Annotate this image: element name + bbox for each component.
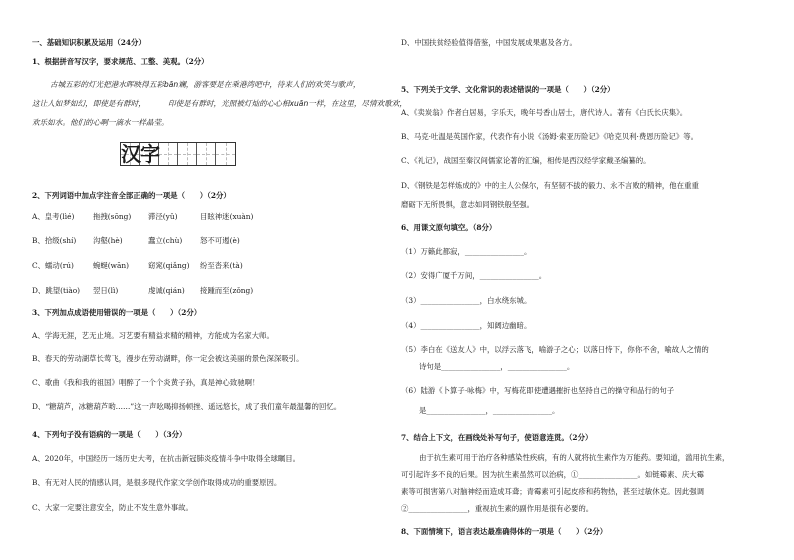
passage-line-3: 印使是有群时，光照被灯灿的心心相xuān一样，在这里，尽情欢歌欢， <box>168 99 407 108</box>
q6-item-1[interactable]: （1）万籁此都寂，________________。 <box>401 247 532 256</box>
q6-item-5-line-1: （5）李白在《送友人》中，以浮云落飞，喻游子之心；以落日恃下，你你不舍，喻故人之情的 <box>401 345 709 354</box>
q2-option-a-1[interactable]: A、皇考(lìé) <box>32 212 75 221</box>
q2-option-c-4: 纷至沓来(tà) <box>200 261 243 270</box>
q5-option-d-line-2: 磨砺下无所畏惧，意志如同钢铁般坚强。 <box>401 200 535 209</box>
question-1: 1、根据拼音写汉字，要求规范、工整、美观。（2分） <box>32 57 209 66</box>
q2-option-b-4: 怒不可遏(è) <box>200 236 240 245</box>
writing-grid <box>120 142 236 166</box>
q7-text-line-3: 素等可损害第八对脑神经而造成耳聋；青霉素可引起皮疹和药物热，甚至过敏休克。因此强调 <box>401 487 705 496</box>
q2-option-b-1[interactable]: B、拾级(shí) <box>32 236 77 245</box>
q5-option-b[interactable]: B、马克·吐温是英国作家，代表作有小说《汤姆·索亚历险记》《哈克贝利·费恩历险记》等。 <box>401 132 699 141</box>
q6-item-4[interactable]: （4）________________，知阔边幽暗。 <box>401 321 532 330</box>
passage-line-4: 欢乐如水。他们的心啊一滴水一样晶莹。 <box>32 118 169 127</box>
q2-option-c-3: 窈窕(qiǎng) <box>148 261 190 270</box>
q6-item-5-line-2[interactable]: 诗句是________________，________________。 <box>419 362 575 371</box>
right-column <box>397 0 794 560</box>
grid-char-1: 汉 <box>121 142 141 166</box>
grid-cell[interactable] <box>197 143 216 165</box>
q5-option-d-line-1[interactable]: D、《钢铁是怎样炼成的》中的主人公保尔，有坚韧不拔的毅力、永不言败的精神，他在重重 <box>401 181 699 190</box>
q3-option-d[interactable]: D、“糖葫芦，冰糖葫芦哟……”这一声吆喝抑扬顿挫、遥远悠长，成了我们童年最温馨的回忆。 <box>32 402 342 411</box>
q5-option-a[interactable]: A、《卖炭翁》作者白居易，字乐天，晚年号香山居士，唐代诗人。著有《白氏长庆集》。 <box>401 108 688 117</box>
question-5: 5、下列关于文学、文化常识的表述错误的一项是（ ）（2分） <box>401 85 615 94</box>
question-7: 7、结合上下文，在画线处补写句子，使语意连贯。（2分） <box>401 433 593 442</box>
q4-option-d[interactable]: D、中国扶贫经验值得借鉴，中国发展成果惠及各方。 <box>401 38 577 47</box>
q7-text-line-2[interactable]: 可引起许多不良的后果。因为抗生素虽然可以治病，①________________。如链霉素、庆大霉 <box>401 470 705 479</box>
q2-option-d-2: 翌日(lì) <box>93 286 119 295</box>
q2-option-c-1[interactable]: C、蠕动(rú) <box>32 261 74 270</box>
question-3: 3、下列加点成语使用错误的一项是（ ）（2分） <box>32 308 202 317</box>
grid-cell[interactable] <box>216 143 235 165</box>
grid-cell <box>121 143 140 165</box>
q2-option-d-4: 接踵而至(zǒng) <box>200 286 254 295</box>
q5-option-c[interactable]: C、《礼记》，战国至秦汉间儒家论著的汇编，相传是西汉经学家戴圣编纂的。 <box>401 156 651 165</box>
question-8: 8、下面情境下，语言表达最准确得体的一项是（ ）（2分） <box>401 527 608 536</box>
q3-option-b[interactable]: B、春天的劳动湖草长莺飞，漫步在劳动湖畔，你一定会被这美丽的景色深深吸引。 <box>32 354 304 363</box>
q2-option-d-3: 虔诚(qián) <box>148 286 185 295</box>
question-6: 6、用课文原句填空。（8分） <box>401 223 497 232</box>
q6-item-3[interactable]: （3）________________，白水绕东城。 <box>401 296 532 305</box>
q2-option-a-3: 滞泾(yǔ) <box>148 212 178 221</box>
q7-text-line-1: 由于抗生素可用于治疗各种感染性疾病，有的人就将抗生素作为万能药。要知道，滥用抗生素， <box>419 453 730 462</box>
section-1-heading: 一、基础知识积累及运用（24分） <box>32 38 146 47</box>
q2-option-d-1[interactable]: D、跳望(tiào) <box>32 286 81 295</box>
grid-cell <box>140 143 159 165</box>
question-4: 4、下列句子没有语病的一项是（ ）（3分） <box>32 430 187 439</box>
q3-option-c[interactable]: C、歌曲《我和我的祖国》唱醉了一个个炎黄子孙，真是神心致驰啊！ <box>32 378 260 387</box>
q2-option-b-2: 沟壑(hè) <box>93 236 123 245</box>
q6-item-6-line-2[interactable]: 是________________，________________。 <box>419 406 560 415</box>
grid-cell[interactable] <box>178 143 197 165</box>
q6-item-2[interactable]: （2）安得广厦千万间，________________。 <box>401 271 547 280</box>
question-2: 2、下列词语中加点字注音全部正确的一项是（ ）（2分） <box>32 191 231 200</box>
q2-option-c-2: 蜿蜒(wān) <box>93 261 130 270</box>
passage-line-1: 古城五彩的灯光把港水晖映得五彩bān斓，游客要是在乘港湾吧中，待来人们的欢笑与歌声， <box>50 80 361 89</box>
q7-text-line-4[interactable]: ②________________，重视抗生素的副作用是很有必要的。 <box>401 504 594 513</box>
q2-option-a-2: 拖拽(sōng) <box>93 212 132 221</box>
q6-item-6-line-1: （6）陆游《卜算子·咏梅》中，写梅花即使遭遇摧折也坚持自己的操守和品行的句子 <box>401 386 675 395</box>
q2-option-b-3: 蠢立(chù) <box>148 236 183 245</box>
grid-cell[interactable] <box>159 143 178 165</box>
passage-line-2: 这让人如梦如幻，即使是有群时， <box>32 99 146 108</box>
q4-option-b[interactable]: B、有无对人民的情感认同，是很多现代作家文学创作取得成功的重要原因。 <box>32 478 282 487</box>
grid-char-2: 字 <box>140 142 160 166</box>
q3-option-a[interactable]: A、学海无涯，艺无止境。习艺要有精益求精的精神，方能成为名家大师。 <box>32 331 274 340</box>
q4-option-a[interactable]: A、2020年，中国经历一场历史大考，在抗击新冠肺炎疫情斗争中取得全球瞩目。 <box>32 454 301 463</box>
q4-option-c[interactable]: C、大家一定要注意安全，防止不发生意外事故。 <box>32 503 193 512</box>
q2-option-a-4: 目眩神迷(xuàn) <box>200 212 254 221</box>
